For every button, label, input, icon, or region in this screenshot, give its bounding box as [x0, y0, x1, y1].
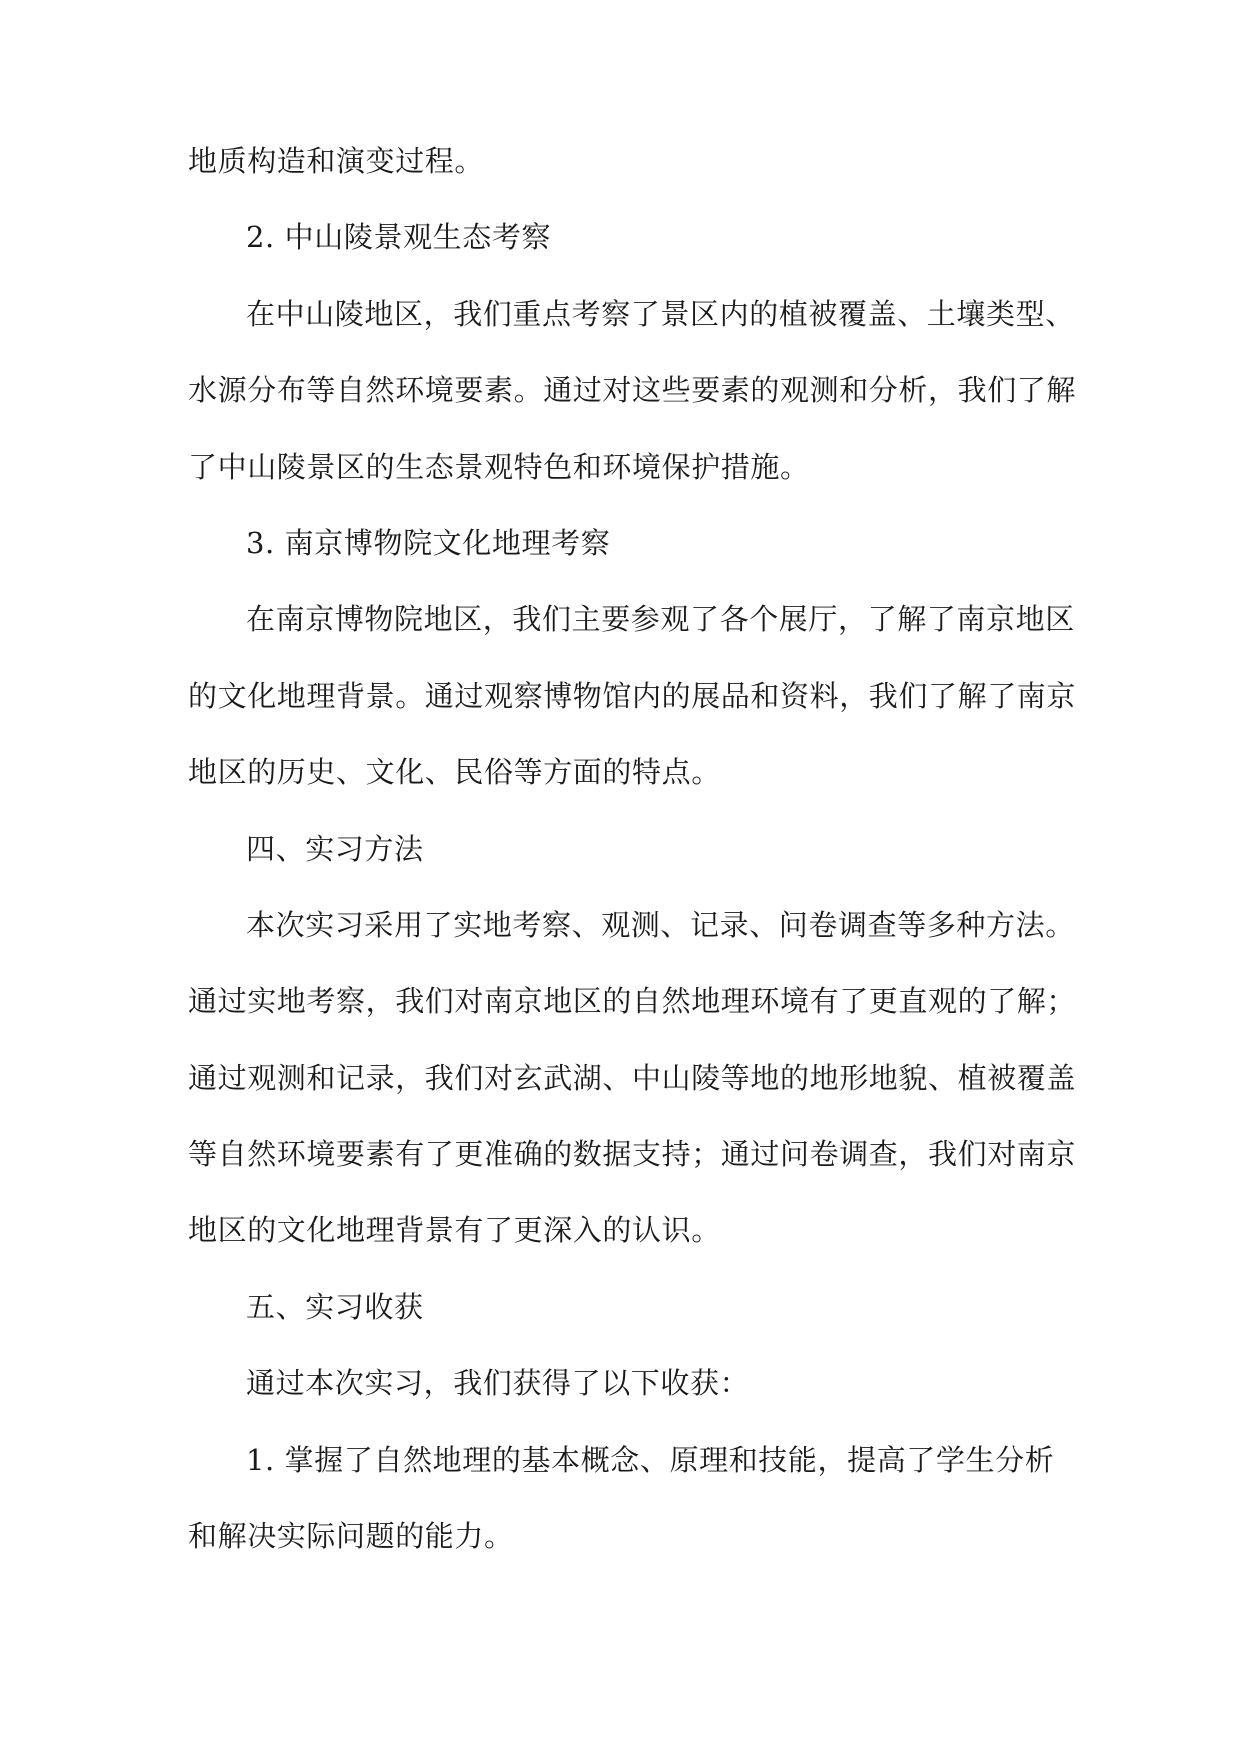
text-line: 在南京博物院地区，我们主要参观了各个展厅，了解了南京地区 — [246, 602, 1075, 637]
section-heading: 五、实习收获 — [246, 1289, 424, 1324]
document-body — [188, 144, 1077, 1597]
text-line: 了中山陵景区的生态景观特色和环境保护措施。 — [188, 449, 810, 484]
text-line: 地区的历史、文化、民俗等方面的特点。 — [188, 755, 721, 790]
text-line: 通过实地考察，我们对南京地区的自然地理环境有了更直观的了解； — [188, 984, 1077, 1019]
text-line: 在中山陵地区，我们重点考察了景区内的植被覆盖、土壤类型、 — [246, 296, 1075, 331]
text-line: 通过本次实习，我们获得了以下收获： — [246, 1366, 750, 1401]
text-line: 等自然环境要素有了更准确的数据支持；通过问卷调查，我们对南京 — [188, 1137, 1077, 1172]
text-line: 水源分布等自然环境要素。通过对这些要素的观测和分析，我们了解 — [188, 373, 1077, 408]
section-heading: 3. 南京博物院文化地理考察 — [246, 525, 611, 560]
list-item: 1. 掌握了自然地理的基本概念、原理和技能，提高了学生分析 — [246, 1442, 1055, 1477]
text-line: 通过观测和记录，我们对玄武湖、中山陵等地的地形地貌、植被覆盖 — [188, 1060, 1077, 1095]
section-heading: 2. 中山陵景观生态考察 — [246, 220, 552, 255]
text-line: 的文化地理背景。通过观察博物馆内的展品和资料，我们了解了南京 — [188, 678, 1077, 713]
text-line: 本次实习采用了实地考察、观测、记录、问卷调查等多种方法。 — [246, 907, 1075, 942]
text-line: 地区的文化地理背景有了更深入的认识。 — [188, 1213, 721, 1248]
text-line: 地质构造和演变过程。 — [188, 144, 485, 178]
section-heading: 四、实习方法 — [246, 831, 424, 866]
text-line: 和解决实际问题的能力。 — [188, 1519, 514, 1554]
